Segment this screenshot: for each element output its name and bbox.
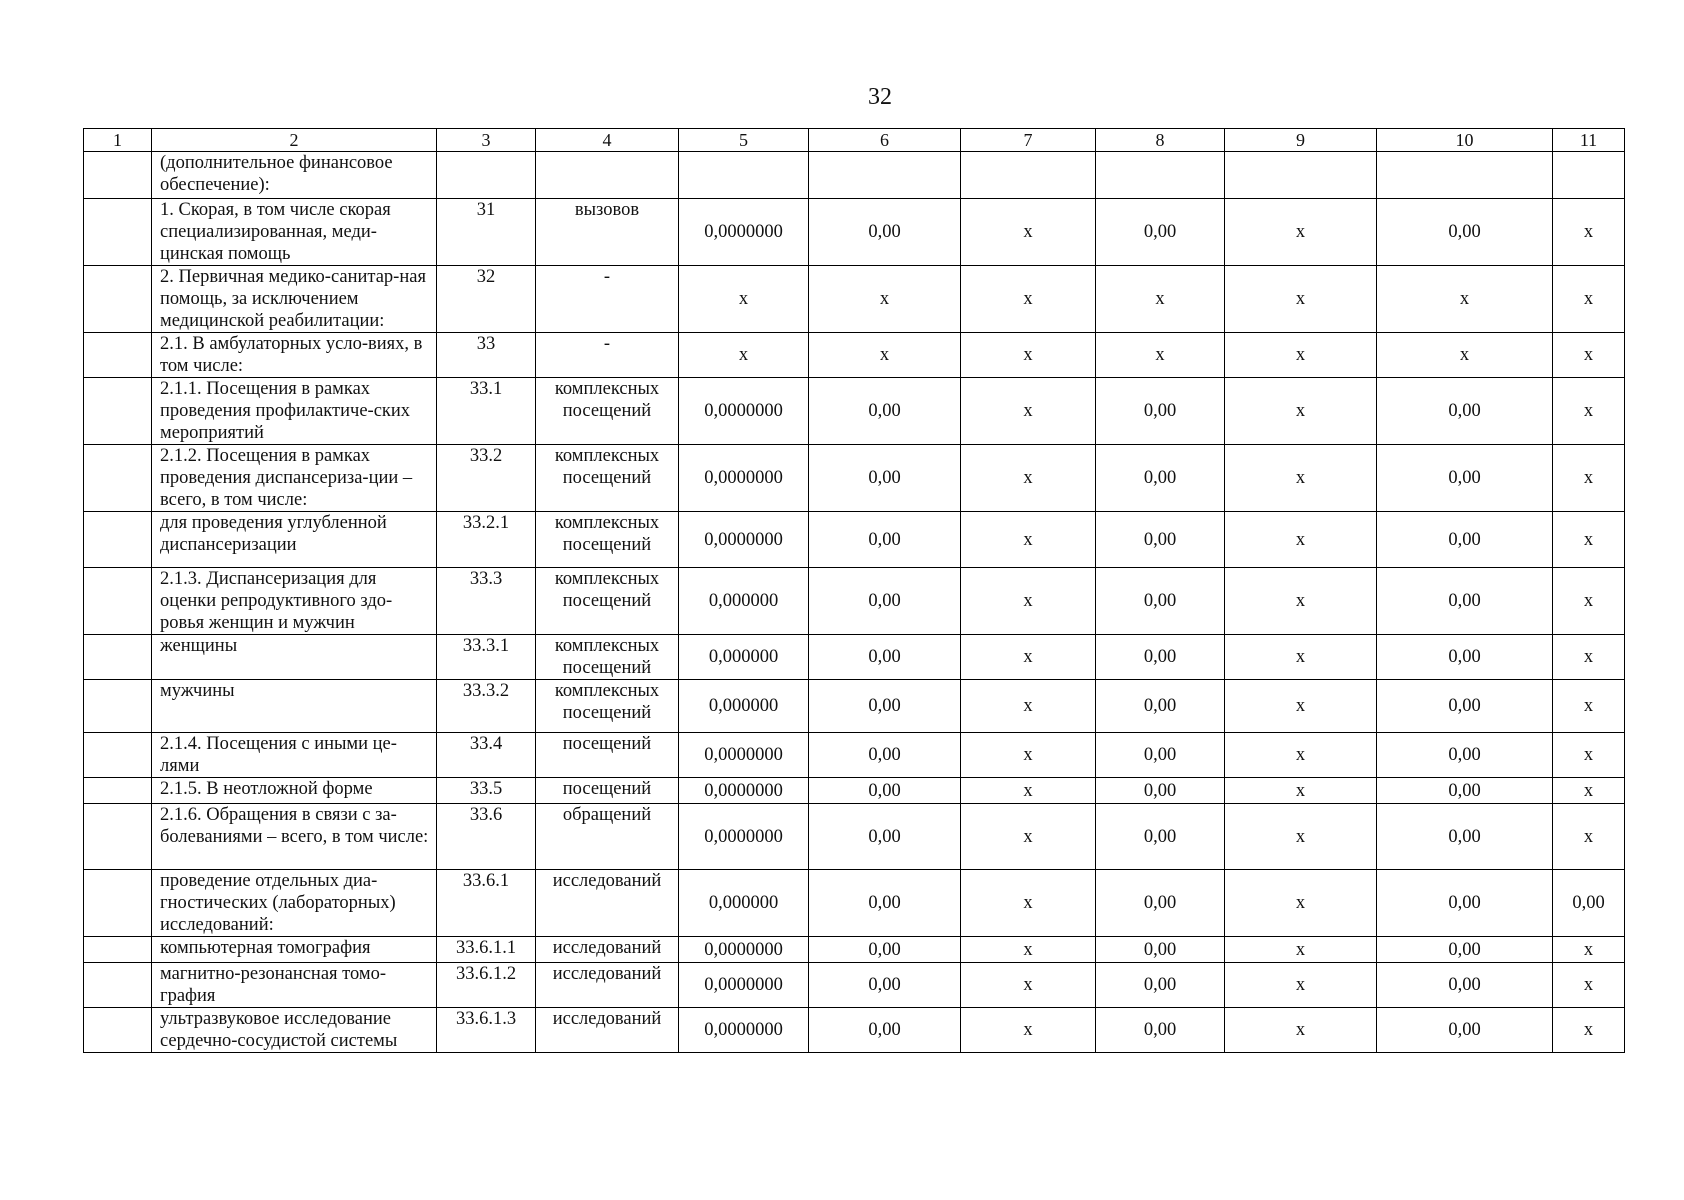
col6-cell: 0,00 <box>809 199 961 266</box>
col11-cell: х <box>1553 937 1625 963</box>
col1-cell <box>84 199 152 266</box>
col6-cell: х <box>809 333 961 378</box>
row-unit-cell: комплексных посещений <box>536 635 679 680</box>
col11-cell: х <box>1553 199 1625 266</box>
row-name-cell: 2.1. В амбулаторных усло-виях, в том числе: <box>152 333 437 378</box>
col7-cell: х <box>961 568 1096 635</box>
row-unit-cell: комплексных посещений <box>536 378 679 445</box>
col1-cell <box>84 680 152 733</box>
col9-cell: х <box>1225 778 1377 804</box>
col8-cell: 0,00 <box>1096 378 1225 445</box>
table-row <box>84 378 1625 445</box>
col10-cell: 0,00 <box>1377 199 1553 266</box>
col7-cell <box>961 152 1096 199</box>
row-unit-cell: вызовов <box>536 199 679 266</box>
col11-cell: х <box>1553 378 1625 445</box>
col5-cell: 0,0000000 <box>679 804 809 870</box>
col5-cell: х <box>679 266 809 333</box>
row-unit-cell: посещений <box>536 733 679 778</box>
col9-cell: х <box>1225 568 1377 635</box>
col9-cell: х <box>1225 963 1377 1008</box>
col10-cell: 0,00 <box>1377 870 1553 937</box>
row-code-cell: 33 <box>437 333 536 378</box>
col8-cell: 0,00 <box>1096 778 1225 804</box>
col9-cell: х <box>1225 333 1377 378</box>
col5-cell: 0,0000000 <box>679 445 809 512</box>
row-code-cell: 33.1 <box>437 378 536 445</box>
col6-cell: 0,00 <box>809 568 961 635</box>
column-number: 9 <box>1225 129 1377 152</box>
col6-cell: х <box>809 266 961 333</box>
col1-cell <box>84 512 152 568</box>
col9-cell: х <box>1225 804 1377 870</box>
col1-cell <box>84 778 152 804</box>
col8-cell: 0,00 <box>1096 937 1225 963</box>
row-name-cell: 2.1.4. Посещения с иными це-лями <box>152 733 437 778</box>
row-code-cell: 33.4 <box>437 733 536 778</box>
col7-cell: х <box>961 733 1096 778</box>
col6-cell: 0,00 <box>809 445 961 512</box>
col8-cell: х <box>1096 333 1225 378</box>
row-code-cell <box>437 152 536 199</box>
table-row <box>84 937 1625 963</box>
col5-cell: 0,000000 <box>679 680 809 733</box>
row-name-cell: 2.1.6. Обращения в связи с за-болеваниями – всего, в том числе: <box>152 804 437 870</box>
col11-cell: х <box>1553 963 1625 1008</box>
col8-cell: 0,00 <box>1096 963 1225 1008</box>
column-number: 2 <box>152 129 437 152</box>
table-row <box>84 512 1625 568</box>
col5-cell: 0,000000 <box>679 568 809 635</box>
row-name-cell: магнитно-резонансная томо-графия <box>152 963 437 1008</box>
row-unit-cell: комплексных посещений <box>536 512 679 568</box>
row-unit-cell: - <box>536 333 679 378</box>
col9-cell: х <box>1225 870 1377 937</box>
col6-cell: 0,00 <box>809 963 961 1008</box>
col8-cell: 0,00 <box>1096 635 1225 680</box>
col6-cell: 0,00 <box>809 778 961 804</box>
row-unit-cell: комплексных посещений <box>536 680 679 733</box>
col9-cell <box>1225 152 1377 199</box>
row-code-cell: 33.6.1.1 <box>437 937 536 963</box>
table-row <box>84 778 1625 804</box>
col10-cell: 0,00 <box>1377 778 1553 804</box>
column-number: 6 <box>809 129 961 152</box>
col7-cell: х <box>961 804 1096 870</box>
col10-cell: 0,00 <box>1377 445 1553 512</box>
col8-cell: 0,00 <box>1096 733 1225 778</box>
table-row <box>84 733 1625 778</box>
col10-cell: 0,00 <box>1377 680 1553 733</box>
col7-cell: х <box>961 1008 1096 1053</box>
col7-cell: х <box>961 963 1096 1008</box>
col5-cell: 0,0000000 <box>679 1008 809 1053</box>
table-row <box>84 870 1625 937</box>
col1-cell <box>84 963 152 1008</box>
col7-cell: х <box>961 199 1096 266</box>
col11-cell: х <box>1553 512 1625 568</box>
col11-cell: х <box>1553 445 1625 512</box>
table-body <box>84 129 1625 1053</box>
row-unit-cell: исследований <box>536 870 679 937</box>
col11-cell: х <box>1553 733 1625 778</box>
col9-cell: х <box>1225 733 1377 778</box>
col11-cell: х <box>1553 804 1625 870</box>
col1-cell <box>84 1008 152 1053</box>
col11-cell: 0,00 <box>1553 870 1625 937</box>
col6-cell: 0,00 <box>809 378 961 445</box>
table-row <box>84 333 1625 378</box>
col11-cell: х <box>1553 333 1625 378</box>
row-code-cell: 33.2.1 <box>437 512 536 568</box>
col8-cell: 0,00 <box>1096 1008 1225 1053</box>
col6-cell: 0,00 <box>809 804 961 870</box>
row-code-cell: 33.3.2 <box>437 680 536 733</box>
row-unit-cell <box>536 152 679 199</box>
col6-cell: 0,00 <box>809 870 961 937</box>
col7-cell: х <box>961 378 1096 445</box>
col10-cell: 0,00 <box>1377 635 1553 680</box>
col10-cell: 0,00 <box>1377 378 1553 445</box>
page-number: 32 <box>868 84 892 110</box>
row-unit-cell: комплексных посещений <box>536 445 679 512</box>
col6-cell: 0,00 <box>809 1008 961 1053</box>
col8-cell: 0,00 <box>1096 568 1225 635</box>
col10-cell: 0,00 <box>1377 937 1553 963</box>
row-code-cell: 33.6.1.2 <box>437 963 536 1008</box>
col11-cell: х <box>1553 778 1625 804</box>
col7-cell: х <box>961 333 1096 378</box>
col9-cell: х <box>1225 445 1377 512</box>
col5-cell: 0,0000000 <box>679 733 809 778</box>
col7-cell: х <box>961 445 1096 512</box>
col10-cell: х <box>1377 266 1553 333</box>
col1-cell <box>84 733 152 778</box>
col9-cell: х <box>1225 635 1377 680</box>
col8-cell: 0,00 <box>1096 870 1225 937</box>
row-unit-cell: посещений <box>536 778 679 804</box>
table-row <box>84 1008 1625 1053</box>
col8-cell: 0,00 <box>1096 804 1225 870</box>
col8-cell: 0,00 <box>1096 512 1225 568</box>
col10-cell: х <box>1377 333 1553 378</box>
col6-cell: 0,00 <box>809 937 961 963</box>
table-row <box>84 266 1625 333</box>
col7-cell: х <box>961 266 1096 333</box>
col5-cell: 0,0000000 <box>679 778 809 804</box>
col11-cell: х <box>1553 635 1625 680</box>
col6-cell: 0,00 <box>809 635 961 680</box>
row-unit-cell: обращений <box>536 804 679 870</box>
column-number: 10 <box>1377 129 1553 152</box>
column-number: 1 <box>84 129 152 152</box>
col5-cell: 0,0000000 <box>679 512 809 568</box>
row-name-cell: проведение отдельных диа-гностических (лабораторных) исследований: <box>152 870 437 937</box>
col7-cell: х <box>961 778 1096 804</box>
column-number: 8 <box>1096 129 1225 152</box>
row-code-cell: 33.5 <box>437 778 536 804</box>
col11-cell <box>1553 152 1625 199</box>
table-row <box>84 152 1625 199</box>
col8-cell: 0,00 <box>1096 445 1225 512</box>
col1-cell <box>84 266 152 333</box>
row-code-cell: 33.3.1 <box>437 635 536 680</box>
col9-cell: х <box>1225 512 1377 568</box>
col7-cell: х <box>961 635 1096 680</box>
col9-cell: х <box>1225 937 1377 963</box>
row-name-cell: (дополнительное финансовое обеспечение): <box>152 152 437 199</box>
col8-cell: 0,00 <box>1096 199 1225 266</box>
col11-cell: х <box>1553 568 1625 635</box>
col11-cell: х <box>1553 266 1625 333</box>
col5-cell: 0,0000000 <box>679 963 809 1008</box>
col5-cell: 0,000000 <box>679 635 809 680</box>
col6-cell <box>809 152 961 199</box>
col8-cell: х <box>1096 266 1225 333</box>
col1-cell <box>84 152 152 199</box>
row-name-cell: мужчины <box>152 680 437 733</box>
col6-cell: 0,00 <box>809 680 961 733</box>
row-unit-cell: исследований <box>536 963 679 1008</box>
col11-cell: х <box>1553 680 1625 733</box>
col6-cell: 0,00 <box>809 733 961 778</box>
col5-cell <box>679 152 809 199</box>
row-code-cell: 33.6.1.3 <box>437 1008 536 1053</box>
col5-cell: 0,0000000 <box>679 199 809 266</box>
col9-cell: х <box>1225 1008 1377 1053</box>
column-number: 5 <box>679 129 809 152</box>
table-row <box>84 963 1625 1008</box>
col1-cell <box>84 568 152 635</box>
col5-cell: 0,0000000 <box>679 378 809 445</box>
col1-cell <box>84 937 152 963</box>
col9-cell: х <box>1225 266 1377 333</box>
row-unit-cell: исследований <box>536 1008 679 1053</box>
col7-cell: х <box>961 870 1096 937</box>
row-code-cell: 33.2 <box>437 445 536 512</box>
row-unit-cell: комплексных посещений <box>536 568 679 635</box>
col1-cell <box>84 378 152 445</box>
col10-cell: 0,00 <box>1377 733 1553 778</box>
row-name-cell: 2.1.5. В неотложной форме <box>152 778 437 804</box>
col1-cell <box>84 870 152 937</box>
col7-cell: х <box>961 937 1096 963</box>
col8-cell: 0,00 <box>1096 680 1225 733</box>
row-name-cell: 1. Скорая, в том числе скорая специализированная, меди-цинская помощь <box>152 199 437 266</box>
column-number: 7 <box>961 129 1096 152</box>
row-name-cell: женщины <box>152 635 437 680</box>
col5-cell: 0,0000000 <box>679 937 809 963</box>
col10-cell: 0,00 <box>1377 963 1553 1008</box>
column-number: 11 <box>1553 129 1625 152</box>
row-name-cell: ультразвуковое исследование сердечно-сосудистой системы <box>152 1008 437 1053</box>
col9-cell: х <box>1225 680 1377 733</box>
table-row <box>84 199 1625 266</box>
row-code-cell: 32 <box>437 266 536 333</box>
col7-cell: х <box>961 680 1096 733</box>
row-name-cell: 2.1.1. Посещения в рамках проведения профилактиче-ских мероприятий <box>152 378 437 445</box>
row-code-cell: 33.6 <box>437 804 536 870</box>
col10-cell: 0,00 <box>1377 804 1553 870</box>
table-row <box>84 445 1625 512</box>
table-row <box>84 568 1625 635</box>
row-name-cell: 2.1.3. Диспансеризация для оценки репродуктивного здо-ровья женщин и мужчин <box>152 568 437 635</box>
col7-cell: х <box>961 512 1096 568</box>
row-name-cell: 2.1.2. Посещения в рамках проведения диспансериза-ции – всего, в том числе: <box>152 445 437 512</box>
data-table <box>83 128 1625 1053</box>
table-row <box>84 635 1625 680</box>
row-code-cell: 31 <box>437 199 536 266</box>
row-code-cell: 33.6.1 <box>437 870 536 937</box>
row-unit-cell: исследований <box>536 937 679 963</box>
col1-cell <box>84 445 152 512</box>
row-name-cell: 2. Первичная медико-санитар-ная помощь, за исключением медицинской реабилитации: <box>152 266 437 333</box>
col9-cell: х <box>1225 199 1377 266</box>
col10-cell: 0,00 <box>1377 512 1553 568</box>
col8-cell <box>1096 152 1225 199</box>
row-code-cell: 33.3 <box>437 568 536 635</box>
col9-cell: х <box>1225 378 1377 445</box>
col1-cell <box>84 333 152 378</box>
col10-cell: 0,00 <box>1377 1008 1553 1053</box>
table-row <box>84 680 1625 733</box>
col5-cell: х <box>679 333 809 378</box>
row-name-cell: для проведения углубленной диспансеризации <box>152 512 437 568</box>
table-row <box>84 804 1625 870</box>
row-unit-cell: - <box>536 266 679 333</box>
col11-cell: х <box>1553 1008 1625 1053</box>
col10-cell <box>1377 152 1553 199</box>
column-number: 4 <box>536 129 679 152</box>
row-name-cell: компьютерная томография <box>152 937 437 963</box>
col1-cell <box>84 635 152 680</box>
column-number-row <box>84 129 1625 152</box>
col5-cell: 0,000000 <box>679 870 809 937</box>
column-number: 3 <box>437 129 536 152</box>
col10-cell: 0,00 <box>1377 568 1553 635</box>
col1-cell <box>84 804 152 870</box>
col6-cell: 0,00 <box>809 512 961 568</box>
